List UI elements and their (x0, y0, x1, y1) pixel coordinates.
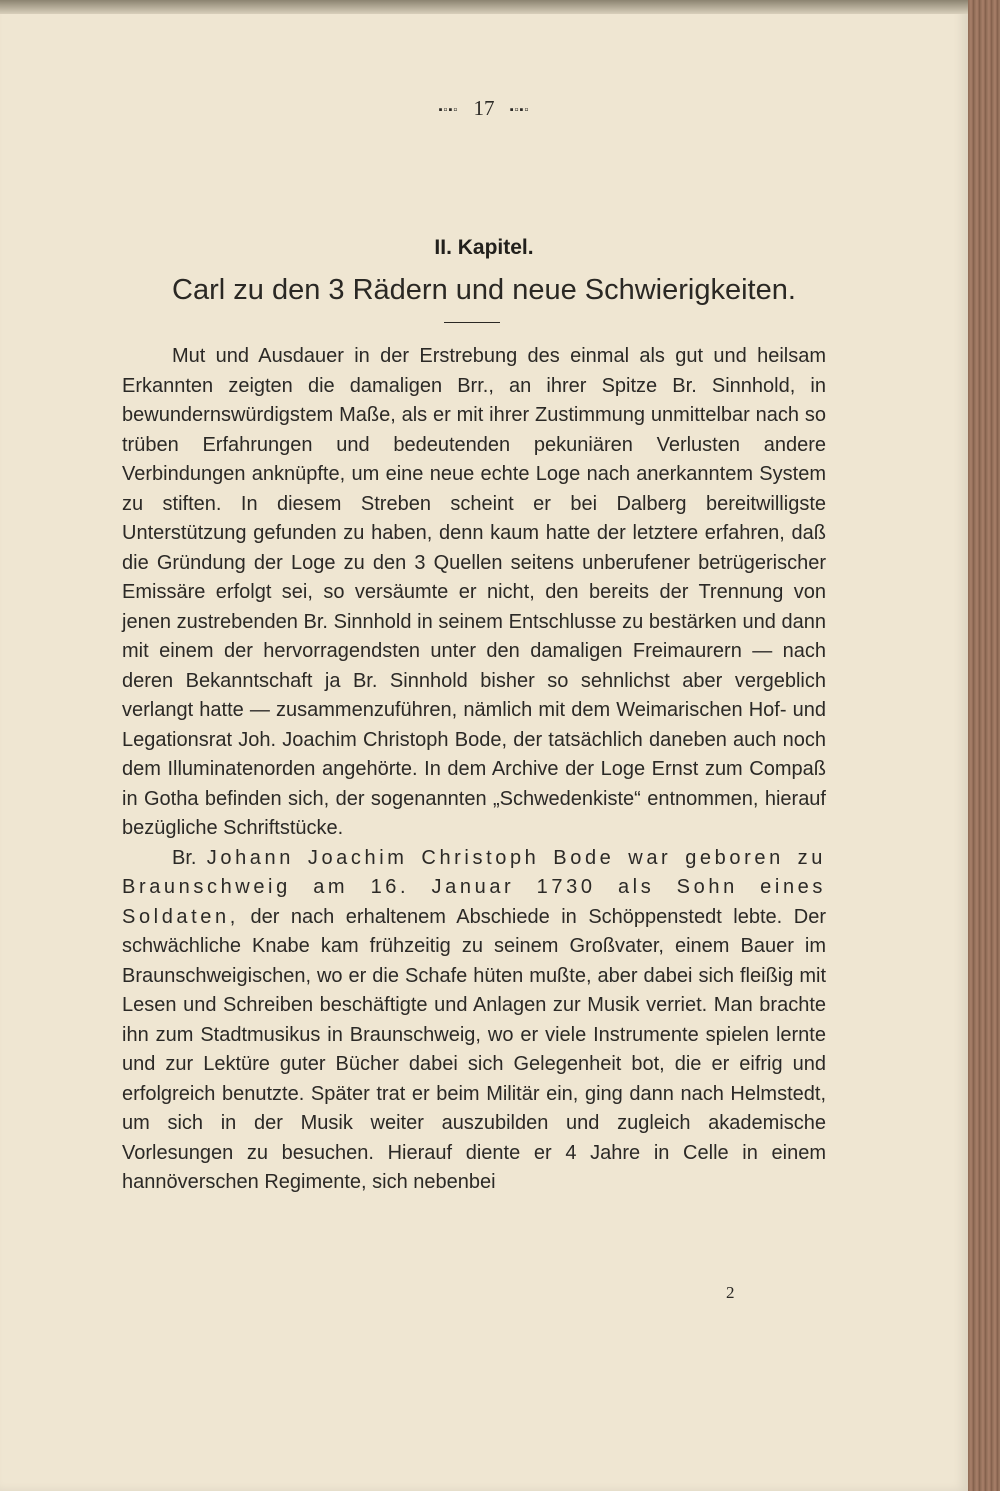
chapter-title: Carl zu den 3 Rädern und neue Schwierigkeiten. (172, 274, 796, 306)
ornament-right: ▪▫▪▫ (509, 104, 530, 117)
ornament-left: ▪▫▪▫ (438, 104, 459, 117)
paragraph-1: Mut und Ausdauer in der Erstrebung des einmal als gut und heilsam Erkannten zeigten die damaligen Brr., an ihrer Spitze Br. Sinnhold, in bewundernswürdigstem Maße, als er mit ihrer Zustimmung unmittelbar nach so trüben Erfahrungen und bedeutenden pekuniären Verlusten andere Verbindungen anknüpfte, um eine neue echte Loge nach anerkanntem System zu stiften. In diesem Streben scheint er bei Dalberg bereitwilligste Unterstützung gefunden zu haben, denn kaum hatte der letztere erfahren, daß die Gründung der Loge zu den 3 Quellen seitens unberufener betrügerischer Emissäre erfolgt sei, so versäumte er nicht, den bereits der Trennung von jenen zustrebenden Br. Sinnhold in seinem Entschlusse zu bestärken und dann mit einem der hervorragendsten unter den damaligen Freimaurern — nach deren Bekanntschaft ja Br. Sinnhold bisher so sehnlichst aber vergeblich verlangt hatte — zusammenzuführen, nämlich mit dem Weimarischen Hof- und Legationsrat Joh. Joachim Christoph Bode, der tatsächlich daneben auch noch dem Illuminatenorden angehörte. In dem Archive der Loge Ernst zum Compaß in Gotha befinden sich, der sogenannten „Schwedenkiste“ entnommen, hierauf bezügliche Schriftstücke. (122, 345, 826, 839)
signature-mark: 2 (726, 1283, 735, 1302)
running-header (0, 96, 968, 121)
page-top-edge (0, 0, 968, 14)
body-text (122, 342, 826, 1198)
paragraph-2-spaced-name: Johann Joachim Christoph Bode war geboren zu Braunschweig am 16. Januar 1730 als Sohn eines Soldaten, (122, 846, 826, 928)
chapter-label: II. Kapitel. (434, 236, 534, 259)
paragraph-2-prefix: Br. (172, 846, 207, 869)
page-number: 17 (473, 96, 495, 120)
book-edge (968, 0, 1000, 1491)
paragraph-2 (122, 844, 826, 1198)
title-divider (444, 322, 500, 323)
paragraph-2-rest: der nach erhaltenem Abschiede in Schöppenstedt lebte. Der schwächliche Knabe kam frühzeitig zu seinem Großvater, einem Bauer im Braunschweigischen, wo er die Schafe hüten mußte, aber dabei sich fleißig mit Lesen und Schreiben beschäftigte und Anlagen zur Musik verriet. Man brachte ihn zum Stadtmusikus in Braunschweig, wo er viele Instrumente spielen lernte und zur Lektüre guter Bücher dabei sich Gelegenheit bot, die er eifrig und erfolgreich benutzte. Später trat er beim Militär ein, ging dann nach Helmstedt, um sich in der Musik weiter auszubilden und zugleich akademische Vorlesungen zu besuchen. Hierauf diente er 4 Jahre in Celle in einem hannöverschen Regimente, sich nebenbei (122, 905, 826, 1193)
